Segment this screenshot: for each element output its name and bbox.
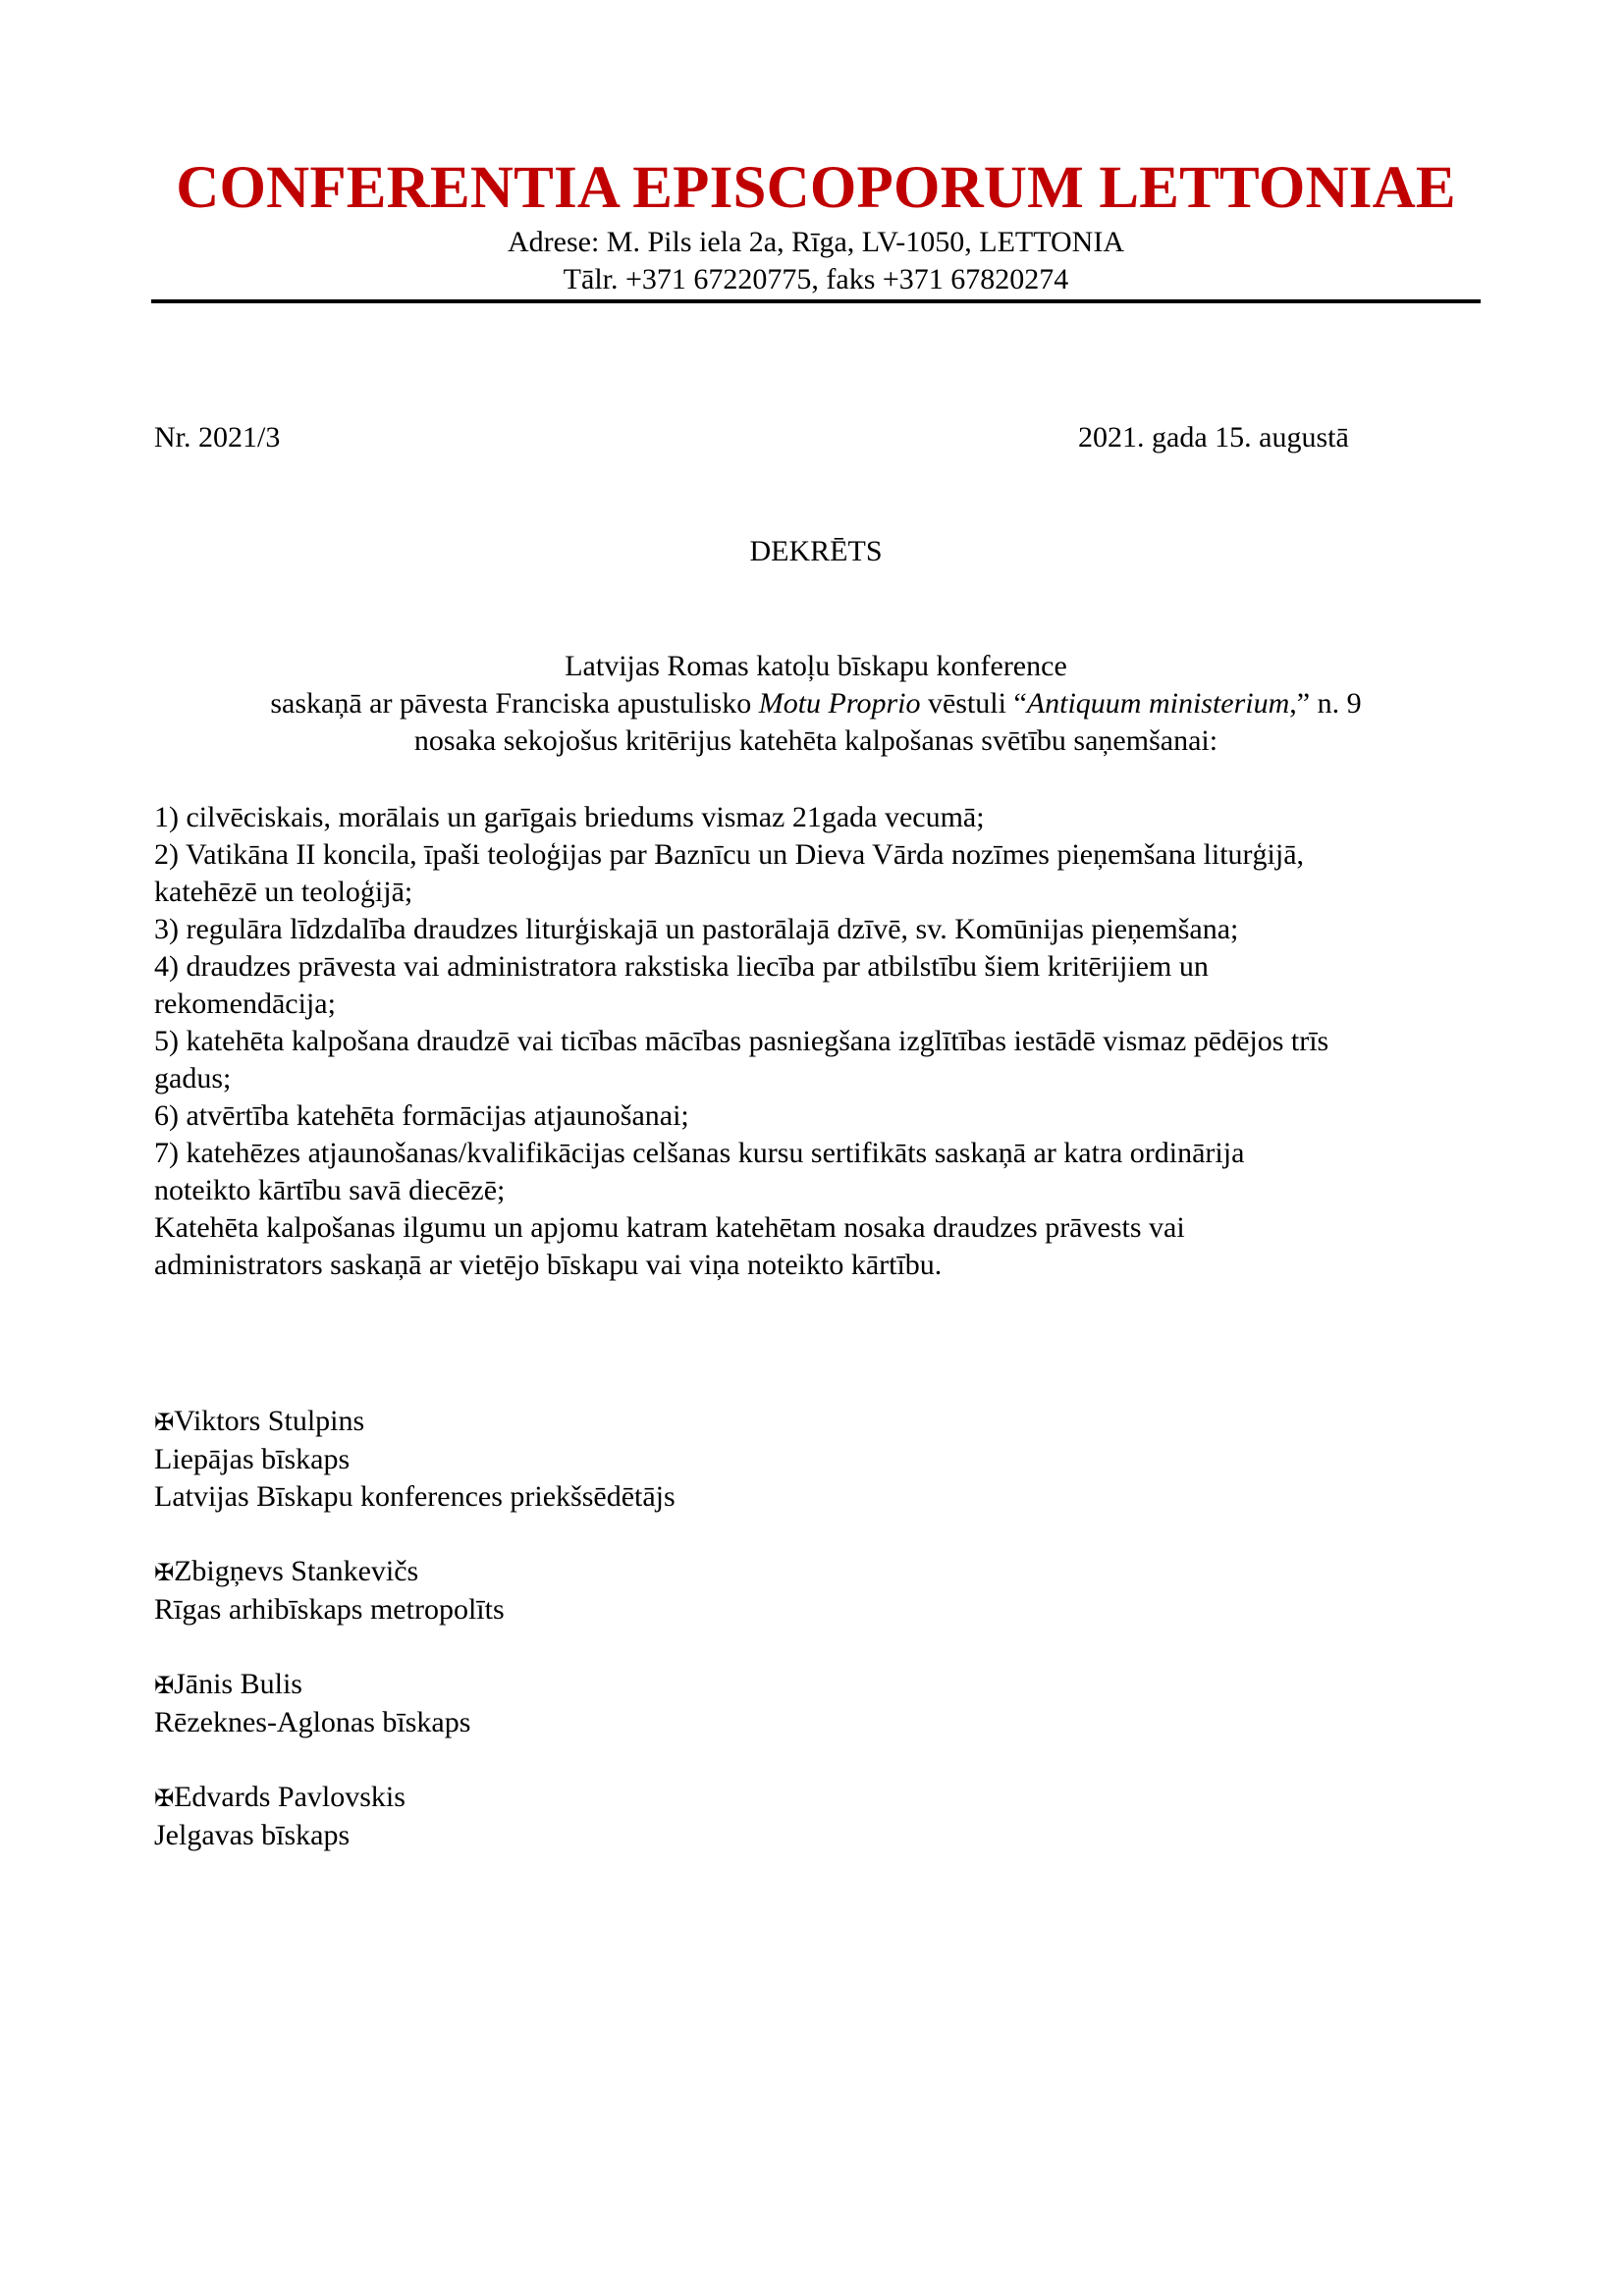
signature-edvards-pavlovskis (154, 1779, 1136, 1854)
criteria-line: gadus; (154, 1062, 232, 1095)
signatory-title: Rēzeknes-Aglonas bīskaps (154, 1706, 471, 1738)
cross-icon: ✠ (154, 1785, 175, 1812)
signatory-name: Zbigņevs Stankevičs (174, 1555, 419, 1587)
criteria-line: 3) regulāra līdzdalība draudzes liturģiskajā un pastorālajā dzīvē, sv. Komūnijas pieņemšana; (154, 913, 1239, 945)
criteria-line: 5) katehēta kalpošana draudzē vai ticības mācības pasniegšana izglītības iestādē vismaz pēdējos trīs (154, 1025, 1329, 1057)
criteria-line: 4) draudzes prāvesta vai administratora rakstiska liecība par atbilstību šiem kritērijiem un (154, 950, 1209, 983)
signatory-name: Edvards Pavlovskis (174, 1781, 406, 1813)
criteria-line: 7) katehēzes atjaunošanas/kvalifikācijas celšanas kursu sertifikāts saskaņā ar katra ordinārija (154, 1137, 1245, 1169)
signatory-name-line (154, 1666, 1136, 1704)
intro-line (151, 685, 1481, 722)
letterhead (151, 153, 1481, 298)
criteria-line: 1) cilvēciskais, morālais un garīgais briedums vismaz 21gada vecumā; (154, 801, 985, 833)
intro-text: vēstuli “ (920, 687, 1027, 720)
document-title: DEKRĒTS (749, 535, 883, 567)
intro-text: ,” n. 9 (1289, 687, 1362, 720)
intro-emphasis: Antiquum ministerium (1026, 687, 1290, 720)
intro-line: Latvijas Romas katoļu bīskapu konference (565, 650, 1067, 682)
signature-zbignevs-stankevics (154, 1553, 1136, 1629)
intro-paragraph (151, 648, 1481, 760)
signatory-name-line (154, 1779, 1136, 1817)
signatory-name-line (154, 1553, 1136, 1591)
cross-icon: ✠ (154, 1559, 175, 1586)
criteria-line: 6) atvērtība katehēta formācijas atjaunošanai; (154, 1099, 689, 1132)
signature-janis-bulis (154, 1666, 1136, 1741)
letterhead-divider (151, 299, 1481, 303)
signatory-title: Latvijas Bīskapu konferences priekšsēdētājs (154, 1480, 676, 1513)
intro-emphasis: Motu Proprio (758, 687, 921, 720)
criteria-line: noteikto kārtību savā diecēzē; (154, 1174, 506, 1206)
criteria-line: Katehēta kalpošanas ilgumu un apjomu katram katehētam nosaka draudzes prāvests vai (154, 1211, 1185, 1244)
cross-icon: ✠ (154, 1409, 175, 1436)
criteria-list (154, 799, 1481, 1284)
cross-icon: ✠ (154, 1672, 175, 1699)
signature-viktors-stulpins (154, 1403, 1136, 1516)
criteria-line: rekomendācija; (154, 988, 336, 1020)
intro-line: nosaka sekojošus kritērijus katehēta kalpošanas svētību saņemšanai: (413, 724, 1218, 757)
signatures-block (154, 1403, 1136, 1892)
organization-address: Adrese: M. Pils iela 2a, Rīga, LV-1050, LETTONIA (508, 226, 1124, 258)
organization-phone: Tālr. +371 67220775, faks +371 67820274 (563, 263, 1069, 295)
signatory-title: Rīgas arhibīskaps metropolīts (154, 1593, 505, 1626)
signatory-title: Liepājas bīskaps (154, 1443, 351, 1475)
organization-name: CONFERENTIA EPISCOPORUM LETTONIAE (176, 155, 1456, 221)
criteria-line: administrators saskaņā ar vietējo bīskapu vai viņa noteikto kārtību. (154, 1249, 943, 1281)
document-number: Nr. 2021/3 (154, 421, 281, 454)
criteria-line: katehēzē un teoloģijā; (154, 876, 413, 908)
signatory-title: Jelgavas bīskaps (154, 1819, 351, 1851)
signatory-name-line (154, 1403, 1136, 1441)
signatory-name: Viktors Stulpins (174, 1405, 365, 1437)
document-date: 2021. gada 15. augustā (1078, 421, 1349, 454)
intro-text: saskaņā ar pāvesta Franciska apustulisko (270, 687, 759, 720)
signatory-name: Jānis Bulis (174, 1668, 302, 1700)
criteria-line: 2) Vatikāna II koncila, īpaši teoloģijas par Baznīcu un Dieva Vārda nozīmes pieņemšana liturģijā, (154, 838, 1305, 871)
